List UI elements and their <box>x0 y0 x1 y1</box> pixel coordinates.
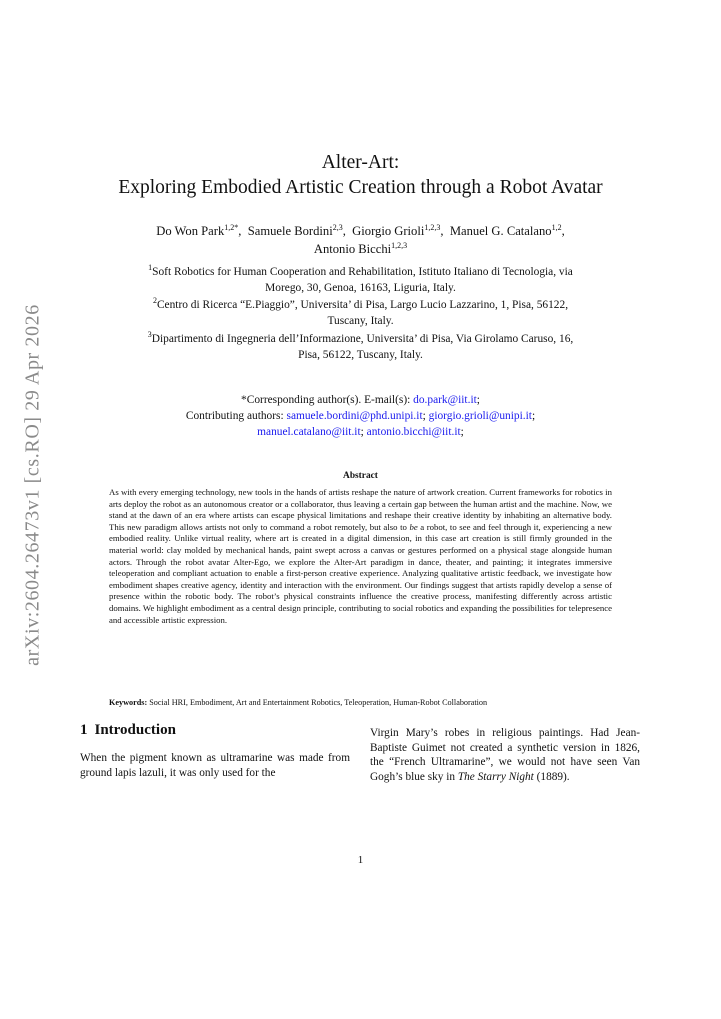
affiliation-1 <box>96 264 625 296</box>
corresponding-authors: *Corresponding author(s). E-mail(s): do.park@iit.it; Contributing authors: samuele.bordini@phd.unipi.it; giorgio.grioli@unipi.it; manuel.catalano@iit.it; antonio.bicchi@iit.it; <box>185 394 536 438</box>
corresponding-label: *Corresponding author(s). E-mail(s): <box>241 394 411 406</box>
author-name: Manuel G. Catalano <box>449 224 552 238</box>
arxiv-identifier-text: arXiv:2604.26473v1 [cs.RO] 29 Apr 2026 <box>21 304 44 666</box>
email-link-bicchi[interactable]: antonio.bicchi@iit.it <box>366 426 461 438</box>
keywords-list: Social HRI, Embodiment, Art and Entertainment Robotics, Teleoperation, Human-Robot Collaboration <box>149 698 488 707</box>
affiliation-line: Soft Robotics for Human Cooperation and Rehabilitation, Istituto Italiano di Tecnologia, via <box>152 266 573 278</box>
abstract-heading: Abstract <box>343 471 378 481</box>
abstract-emphasis: be <box>409 521 418 532</box>
affiliation-3 <box>96 331 625 363</box>
affiliation-line: Dipartimento di Ingegneria dell’Informazione, Universita’ di Pisa, Via Girolamo Caruso, 16, <box>151 333 574 345</box>
contributing-label: Contributing authors: <box>185 410 284 422</box>
page-number: 1 <box>357 854 364 866</box>
affiliation-line: Centro di Ricerca “E.Piaggio”, Universita’ di Pisa, Largo Lucio Lazzarino, 1, Pisa, 56122, <box>156 299 569 311</box>
section-number: 1 <box>80 722 88 738</box>
section-heading-introduction <box>80 722 183 739</box>
author-name: Samuele Bordini <box>247 224 333 238</box>
author-name: Do Won Park <box>156 224 225 238</box>
affiliation-sup: 3 <box>147 330 152 340</box>
intro-left-column: When the pigment known as ultramarine was made from ground lapis lazuli, it was only used for the <box>80 752 350 779</box>
intro-right-text-2: (1889). <box>533 770 570 783</box>
author-list: Do Won Park$^{1,2*}$, Samuele Bordini$^{2,3}$, Giorgio Grioli$^{1,2,3}$, Manuel G. Catalano$^{1,2}$, Antonio Bicchi$^{1,2,3}$ <box>156 222 565 256</box>
affiliation-sup: 1 <box>148 263 153 273</box>
abstract-text-2: a robot, to see and feel through it, experiencing a new embodied reality. Unlike virtual reality, where art is created in a digital dimension, in this case art creation is still firmly grounded in the material world: clay molded by mechanical hands, paint swept across a canvas or gestures performed on a physical stage alongside human actors. Through the robot avatar Alter-Ego, we explore the Alter-Art paradigm in dance, theater, and painting; it integrates immersive teleoperation and compliant actuation to enable a first-person creative experience. Analyzing qualitative artistic feedback, we investigate how embodiment shapes creative agency, identity and interaction with the environment. Our findings suggest that artists rapidly develop a sense of presence within the robotic body. The robot’s physical constraints influence the creative process, manifesting differently across artistic domains. We highlight embodiment as a central design principle, contributing to social robotics and expanding the possibilities for telepresence and accessible artistic expression. <box>109 521 613 625</box>
author-sup: 1,2 <box>551 222 562 232</box>
email-link-bordini[interactable]: samuele.bordini@phd.unipi.it <box>286 410 423 422</box>
section-title: Introduction <box>94 722 176 738</box>
affiliation-line: Tuscany, Italy. <box>327 315 394 327</box>
abstract-text-1: As with every emerging technology, new tools in the hands of artists reshape the nature of artwork creation. Current frameworks for robotics in arts deploy the robot as an autonomous creator or a collaborator, thus leaving a certain gap between the human artist and the machine. Now, we stand at the dawn of an era where artists can escape physical limitations and reshape their creative identity by inhabiting an alternative body. This new paradigm allows artists not only to command a robot remotely, but also to <box>109 487 612 532</box>
email-link-grioli[interactable]: giorgio.grioli@unipi.it <box>428 410 532 422</box>
affiliation-sup: 2 <box>152 296 157 306</box>
author-sup: 1,2,3 <box>391 240 408 250</box>
author-sup: 1,2* <box>224 222 239 232</box>
keywords-label: Keywords: <box>109 698 148 707</box>
affiliation-line: Morego, 30, Genoa, 16163, Liguria, Italy. <box>265 282 456 294</box>
author-name: Giorgio Grioli <box>352 224 425 238</box>
affiliation-line: Pisa, 56122, Tuscany, Italy. <box>298 349 423 361</box>
abstract-body <box>109 487 612 626</box>
arxiv-identifier <box>8 300 58 670</box>
author-sup: 1,2,3 <box>424 222 441 232</box>
paper-title-line2: Exploring Embodied Artistic Creation through a Robot Avatar <box>118 177 603 198</box>
intro-right-column <box>370 726 640 784</box>
author-sup: 2,3 <box>332 222 343 232</box>
paper-title-line1: Alter-Art: <box>321 152 400 173</box>
affiliation-2 <box>96 297 625 329</box>
intro-right-text-1: Virgin Mary’s robes in religious paintings. Had Jean-Baptiste Guimet not created a synthetic version in 1826, the “French Ultramarine”, we would not have seen Van Gogh’s blue sky in <box>370 727 640 783</box>
email-link-catalano[interactable]: manuel.catalano@iit.it <box>257 426 361 438</box>
email-link-park[interactable]: do.park@iit.it <box>413 394 477 406</box>
keywords <box>109 697 612 708</box>
intro-right-emphasis: The Starry Night <box>457 770 534 783</box>
author-name: Antonio Bicchi <box>313 242 392 256</box>
